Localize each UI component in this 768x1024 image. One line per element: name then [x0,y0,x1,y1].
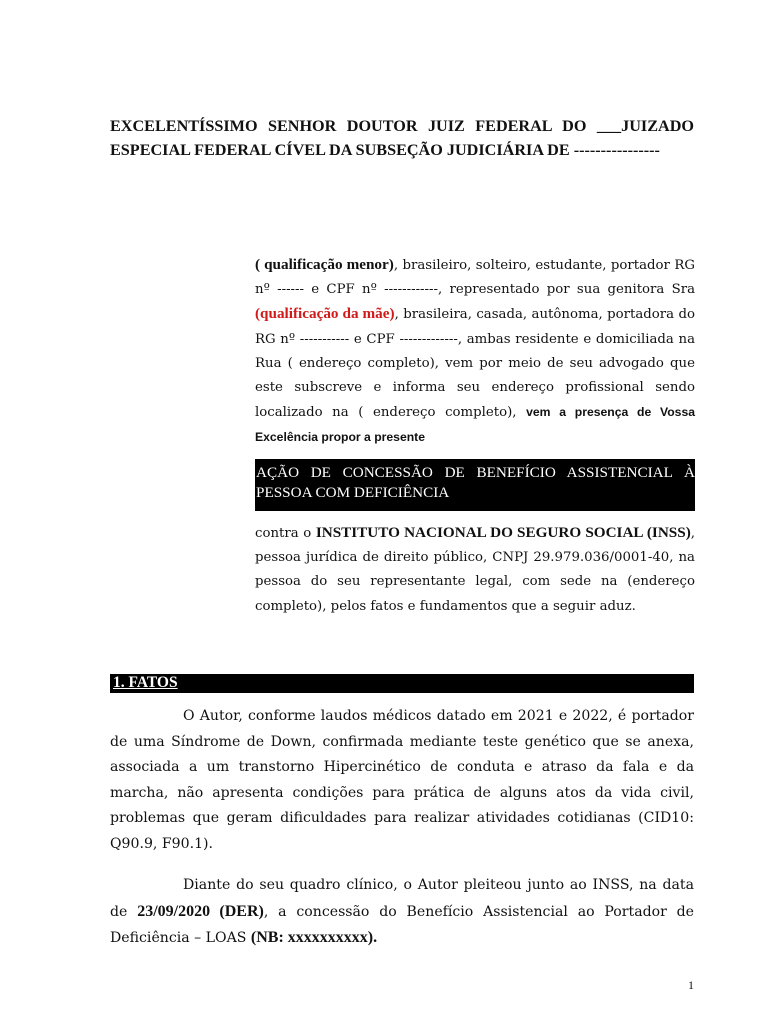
facts-p2-text-b: , a concessão do Benefício Assistencial ao Portador de Deficiência – LOAS [110,903,695,947]
minor-qualification-label: ( qualificação menor) [255,256,394,273]
action-title-line-2: PESSOA COM DEFICIÊNCIA [256,484,450,501]
facts-paragraph-1: O Autor, conforme laudos médicos datado em 2021 e 2022, é portador de uma Síndrome de Down, confirmada mediante teste genético que se anexa, associada a um transtorno Hipercinético de conduta e atraso da fala e da marcha, não apresenta condições para prática de alguns atos da vida civil, problemas que geram dificuldades para realizar atividades cotidianas (CID10: Q90.9, F90.1). [110,708,694,852]
section-heading-facts: 1. FATOS [113,674,178,691]
action-title-box [255,459,695,511]
benefit-number: (NB: xxxxxxxxxx). [250,929,378,947]
action-title-line-1: AÇÃO DE CONCESSÃO DE BENEFÍCIO ASSISTENCIAL À [256,464,695,481]
plaintiff-qualification [255,253,695,451]
qualification-text-b: , brasileira, casada, autônoma, portadora do RG nº ----------- e CPF -------------, ambas residente e domiciliada na Rua ( endereço completo), vem por meio de seu advogado que este subscreve e informa seu endereço profissional sendo localizado na ( endereço completo), [255,307,695,421]
defendant-name: INSTITUTO NACIONAL DO SEGURO SOCIAL (INSS) [315,524,691,541]
section-heading-bar [110,674,694,693]
mother-qualification-label: (qualificação da mãe) [255,305,395,323]
request-date: 23/09/2020 (DER) [137,902,264,920]
addressing-line-2: ESPECIAL FEDERAL CÍVEL DA SUBSEÇÃO JUDICIÁRIA DE ---------------- [110,141,660,159]
defendant-text: , pessoa jurídica de direito público, CNPJ 29.979.036/0001-40, na pessoa do seu representante legal, com sede na (endereço completo), pelos fatos e fundamentos que a seguir aduz. [255,526,695,614]
qualification-closing: vem a presença de Vossa Excelência propor a presente [255,405,695,445]
qualification-text-a: , brasileiro, solteiro, estudante, portador RG nº ------ e CPF nº ------------, representado por sua genitora Sra [255,258,695,298]
defendant-prefix: contra o [255,526,316,541]
facts-paragraph-2 [110,873,694,952]
court-addressing [110,114,694,162]
page-number: 1 [688,978,694,992]
facts-p2-text-a: Diante do seu quadro clínico, o Autor pleiteou junto ao INSS, na data de [110,877,694,920]
defendant-paragraph [255,521,695,619]
addressing-line-1: EXCELENTÍSSIMO SENHOR DOUTOR JUIZ FEDERAL DO ___JUIZADO [110,117,694,135]
